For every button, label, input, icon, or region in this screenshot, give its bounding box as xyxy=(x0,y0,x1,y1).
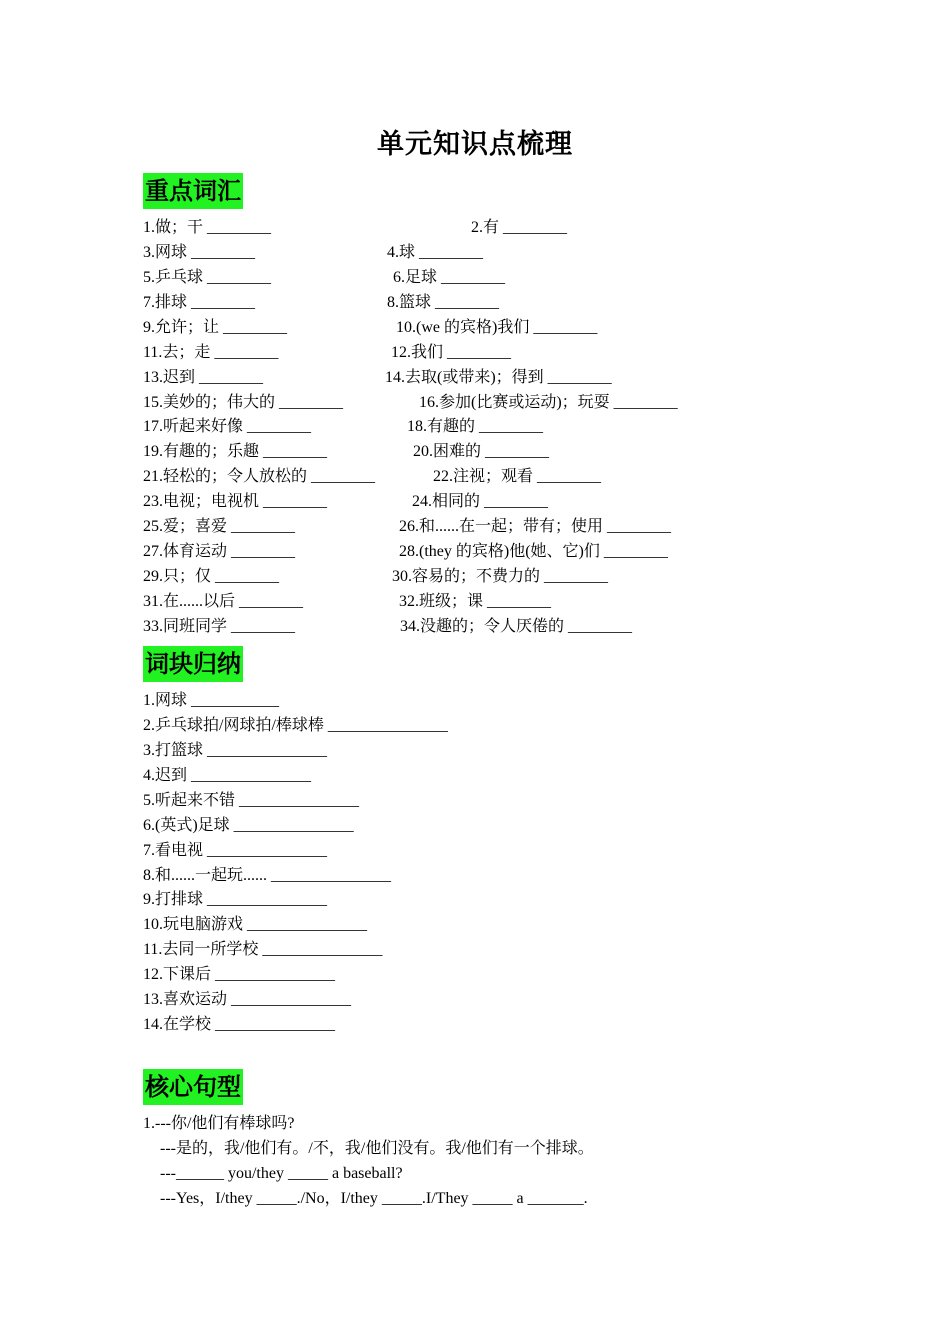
vocab-item: 24.相同的 ________ xyxy=(412,493,549,510)
phrase-item: 5.听起来不错 _______________ xyxy=(143,792,360,809)
vocab-item: 25.爱；喜爱 ________ xyxy=(143,518,296,535)
phrase-item: 13.喜欢运动 _______________ xyxy=(143,991,352,1008)
sentence-line: 1.---你/他们有棒球吗? xyxy=(143,1115,295,1132)
vocab-item: 15.美妙的；伟大的 ________ xyxy=(143,394,344,411)
phrase-item: 6.(英式)足球 _______________ xyxy=(143,817,354,834)
sentence-line: ---是的，我/他们有。/不，我/他们没有。我/他们有一个排球。 xyxy=(160,1140,594,1157)
section-heading-phrases: 词块归纳 xyxy=(143,646,243,682)
phrase-item: 14.在学校 _______________ xyxy=(143,1016,336,1033)
vocab-item: 28.(they 的宾格)他(她、它)们 ________ xyxy=(399,543,668,560)
vocab-item: 32.班级；课 ________ xyxy=(399,593,552,610)
vocab-item: 13.迟到 ________ xyxy=(143,369,264,386)
vocab-item: 10.(we 的宾格)我们 ________ xyxy=(396,319,598,336)
vocab-item: 18.有趣的 ________ xyxy=(407,418,544,435)
section-heading-sentences: 核心句型 xyxy=(143,1069,243,1105)
vocab-item: 20.困难的 ________ xyxy=(413,443,550,460)
vocab-item: 16.参加(比赛或运动)；玩耍 ________ xyxy=(419,394,678,411)
section-heading-vocab: 重点词汇 xyxy=(143,173,243,209)
vocab-item: 30.容易的；不费力的 ________ xyxy=(392,568,609,585)
sentence-line: ---Yes，I/they _____./No，I/they _____.I/They _____ a _______. xyxy=(160,1190,588,1207)
sentence-line: ---______ you/they _____ a baseball? xyxy=(160,1165,403,1182)
vocab-item: 3.网球 ________ xyxy=(143,244,256,261)
vocab-item: 1.做；干 ________ xyxy=(143,219,272,236)
vocab-item: 29.只；仅 ________ xyxy=(143,568,280,585)
vocab-item: 19.有趣的；乐趣 ________ xyxy=(143,443,328,460)
vocab-item: 12.我们 ________ xyxy=(391,344,512,361)
page-title: 单元知识点梳理 xyxy=(377,129,573,160)
phrase-item: 4.迟到 _______________ xyxy=(143,767,312,784)
phrase-item: 9.打排球 _______________ xyxy=(143,891,328,908)
vocab-item: 17.听起来好像 ________ xyxy=(143,418,312,435)
vocab-item: 6.足球 ________ xyxy=(393,269,506,286)
phrase-item: 8.和......一起玩...... _______________ xyxy=(143,867,392,884)
phrase-item: 12.下课后 _______________ xyxy=(143,966,336,983)
vocab-item: 34.没趣的；令人厌倦的 ________ xyxy=(400,618,633,635)
phrase-item: 2.乒乓球拍/网球拍/棒球棒 _______________ xyxy=(143,717,448,734)
phrase-item: 10.玩电脑游戏 _______________ xyxy=(143,916,368,933)
vocab-item: 33.同班同学 ________ xyxy=(143,618,296,635)
vocab-item: 23.电视；电视机 ________ xyxy=(143,493,328,510)
phrase-item: 11.去同一所学校 _______________ xyxy=(143,941,383,958)
vocab-item: 22.注视；观看 ________ xyxy=(433,468,602,485)
vocab-item: 9.允许；让 ________ xyxy=(143,319,288,336)
vocab-item: 14.去取(或带来)；得到 ________ xyxy=(385,369,612,386)
vocab-item: 8.篮球 ________ xyxy=(387,294,500,311)
vocab-item: 31.在......以后 ________ xyxy=(143,593,304,610)
vocab-item: 26.和......在一起；带有；使用 ________ xyxy=(399,518,672,535)
phrase-item: 3.打篮球 _______________ xyxy=(143,742,328,759)
phrase-item: 1.网球 ___________ xyxy=(143,692,280,709)
vocab-item: 11.去；走 ________ xyxy=(143,344,279,361)
vocab-item: 27.体育运动 ________ xyxy=(143,543,296,560)
vocab-item: 5.乒乓球 ________ xyxy=(143,269,272,286)
vocab-item: 2.有 ________ xyxy=(471,219,568,236)
vocab-item: 4.球 ________ xyxy=(387,244,484,261)
vocab-item: 21.轻松的；令人放松的 ________ xyxy=(143,468,376,485)
phrase-item: 7.看电视 _______________ xyxy=(143,842,328,859)
vocab-item: 7.排球 ________ xyxy=(143,294,256,311)
